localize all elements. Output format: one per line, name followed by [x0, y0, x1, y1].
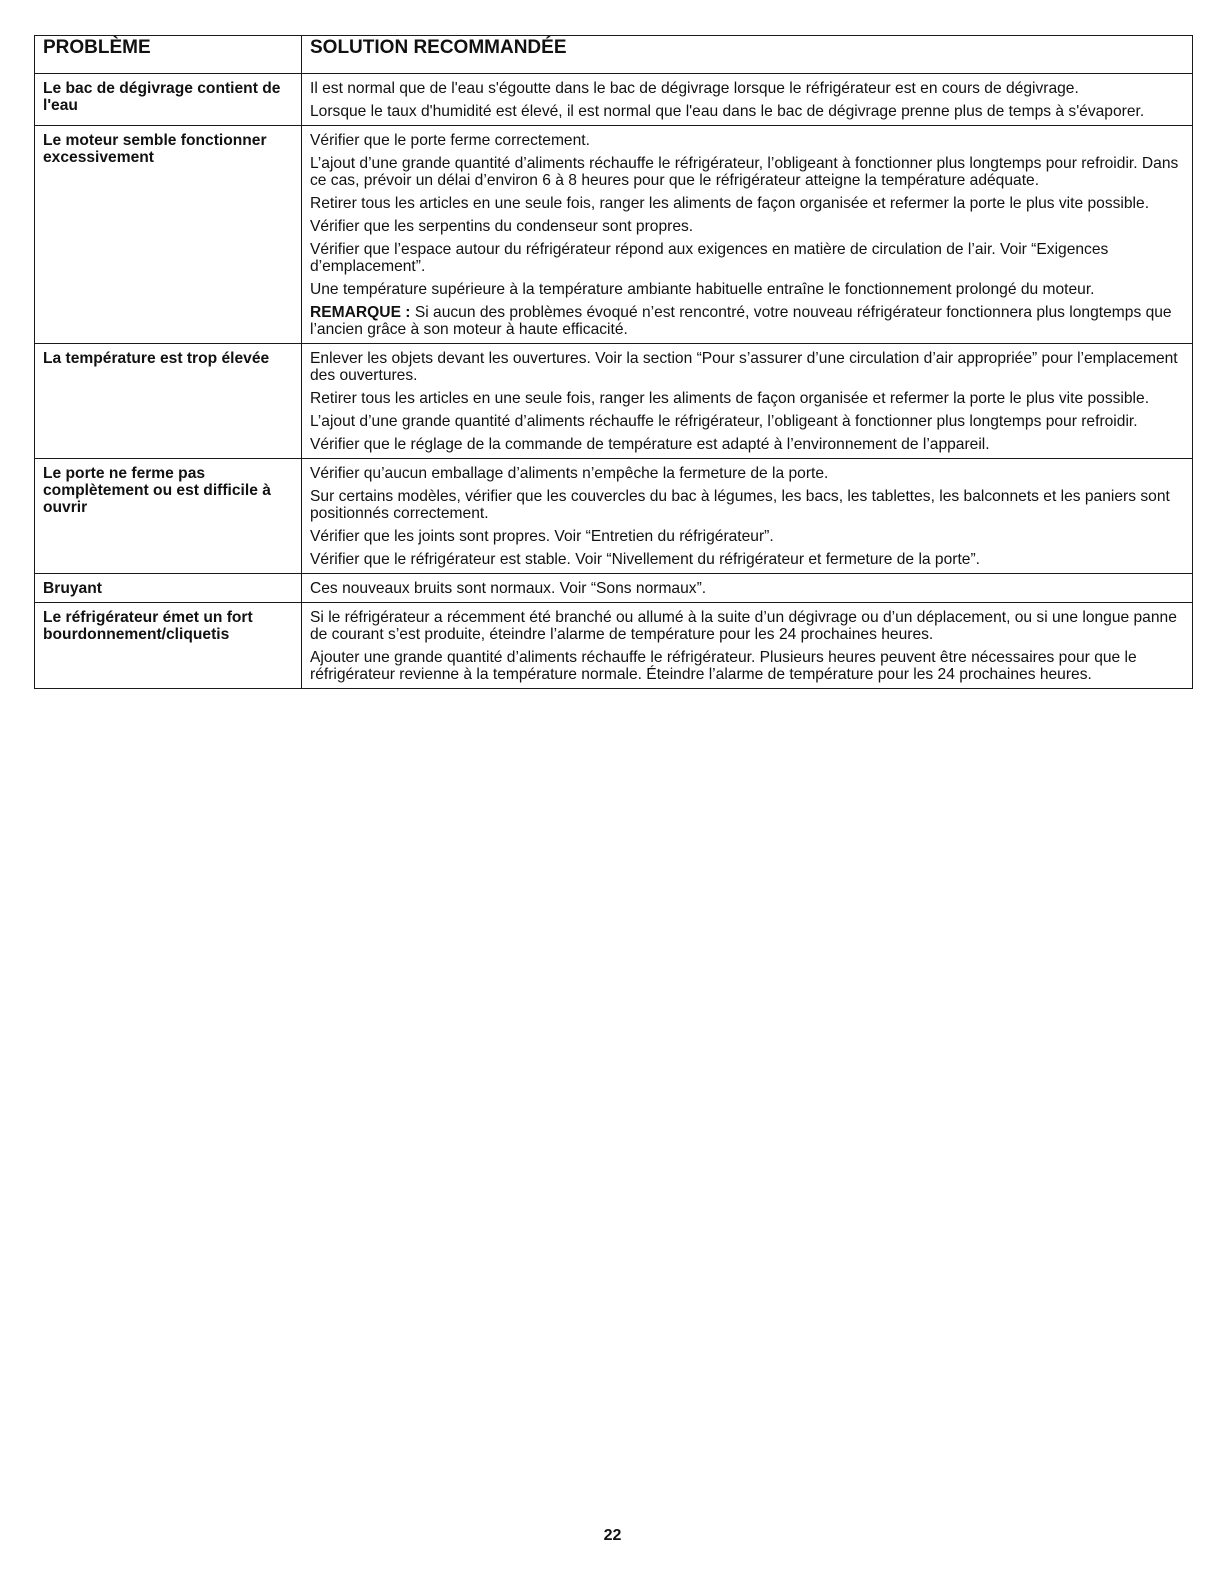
- solution-paragraph: [310, 649, 1184, 683]
- solution-paragraph: [310, 80, 1184, 97]
- solution-paragraph: [310, 465, 1184, 482]
- solution-paragraph: [310, 304, 1184, 338]
- solution-text: Retirer tous les articles en une seule fois, ranger les aliments de façon organisée et refermer la porte le plus vite possible.: [310, 390, 1150, 407]
- solution-paragraph: [310, 195, 1184, 212]
- problem-cell: La température est trop élevée: [35, 344, 302, 459]
- solution-paragraph: [310, 103, 1184, 120]
- solution-text: Vérifier que l’espace autour du réfrigérateur répond aux exigences en matière de circulation de l’air. Voir “Exigences d’emplacement”.: [310, 241, 1109, 275]
- table-row: [35, 126, 1193, 344]
- solution-text: Vérifier que le réfrigérateur est stable. Voir “Nivellement du réfrigérateur et fermeture de la porte”.: [310, 551, 980, 568]
- solution-text: Il est normal que de l'eau s'égoutte dans le bac de dégivrage lorsque le réfrigérateur est en cours de dégivrage.: [310, 80, 1079, 97]
- solution-paragraph: [310, 350, 1184, 384]
- solution-paragraph: [310, 436, 1184, 453]
- solution-paragraph: [310, 609, 1184, 643]
- table-row: [35, 574, 1193, 603]
- solution-text: L’ajout d’une grande quantité d’aliments réchauffe le réfrigérateur, l’obligeant à fonctionner plus longtemps pour refroidir. Dans ce cas, prévoir un délai d’environ 6 à 8 heures pour que le réfrigérateur atteigne la température adéquate.: [310, 155, 1179, 189]
- solution-text: Sur certains modèles, vérifier que les couvercles du bac à légumes, les bacs, les tablettes, les balconnets et les paniers sont positionnés correctement.: [310, 488, 1170, 522]
- solution-text: Retirer tous les articles en une seule fois, ranger les aliments de façon organisée et refermer la porte le plus vite possible.: [310, 195, 1150, 212]
- solution-cell: [302, 74, 1193, 126]
- solution-paragraph: [310, 218, 1184, 235]
- problem-cell: Le porte ne ferme pas complètement ou est difficile à ouvrir: [35, 459, 302, 574]
- problem-cell: Bruyant: [35, 574, 302, 603]
- solution-cell: [302, 603, 1193, 689]
- solution-paragraph: [310, 413, 1184, 430]
- solution-cell: [302, 344, 1193, 459]
- solution-text: Ajouter une grande quantité d’aliments réchauffe le réfrigérateur. Plusieurs heures peuvent être nécessaires pour que le réfrigérateur revienne à la température normale. Éteindre l’alarme de température pour les 24 prochaines heures.: [310, 649, 1137, 683]
- solution-paragraph: [310, 528, 1184, 545]
- note-label: REMARQUE :: [310, 304, 411, 321]
- table-header-row: [35, 36, 1193, 74]
- solution-text: Ces nouveaux bruits sont normaux. Voir “Sons normaux”.: [310, 580, 707, 597]
- solution-text: Lorsque le taux d'humidité est élevé, il est normal que l'eau dans le bac de dégivrage prenne plus de temps à s'évaporer.: [310, 103, 1145, 120]
- solution-text: Enlever les objets devant les ouvertures. Voir la section “Pour s’assurer d’une circulation d’air appropriée” pour l’emplacement des ouvertures.: [310, 350, 1178, 384]
- column-header-solution: SOLUTION RECOMMANDÉE: [302, 36, 1193, 74]
- problem-cell: Le moteur semble fonctionner excessivement: [35, 126, 302, 344]
- table-row: [35, 74, 1193, 126]
- solution-paragraph: [310, 580, 1184, 597]
- table-row: [35, 603, 1193, 689]
- solution-text: L’ajout d’une grande quantité d’aliments réchauffe le réfrigérateur, l’obligeant à fonctionner plus longtemps pour refroidir.: [310, 413, 1138, 430]
- problem-cell: Le bac de dégivrage contient de l'eau: [35, 74, 302, 126]
- solution-text: Vérifier que le porte ferme correctement.: [310, 132, 590, 149]
- solution-paragraph: [310, 488, 1184, 522]
- solution-text: Vérifier que les joints sont propres. Voir “Entretien du réfrigérateur”.: [310, 528, 774, 545]
- solution-paragraph: [310, 390, 1184, 407]
- solution-text: Vérifier que les serpentins du condenseur sont propres.: [310, 218, 694, 235]
- solution-text: Vérifier que le réglage de la commande de température est adapté à l’environnement de l’appareil.: [310, 436, 990, 453]
- troubleshooting-table: [34, 35, 1193, 689]
- solution-cell: [302, 459, 1193, 574]
- solution-cell: [302, 126, 1193, 344]
- table-body: [35, 74, 1193, 689]
- column-header-problem: PROBLÈME: [35, 36, 302, 74]
- solution-paragraph: [310, 155, 1184, 189]
- page-number: 22: [603, 1527, 622, 1544]
- solution-text: Une température supérieure à la température ambiante habituelle entraîne le fonctionnement prolongé du moteur.: [310, 281, 1095, 298]
- solution-paragraph: [310, 132, 1184, 149]
- table-row: [35, 459, 1193, 574]
- solution-text: Si aucun des problèmes évoqué n’est rencontré, votre nouveau réfrigérateur fonctionnera plus longtemps que l’ancien grâce à son moteur à haute efficacité.: [310, 304, 1172, 338]
- solution-paragraph: [310, 551, 1184, 568]
- problem-cell: Le réfrigérateur émet un fort bourdonnement/cliquetis: [35, 603, 302, 689]
- solution-text: Vérifier qu’aucun emballage d’aliments n’empêche la fermeture de la porte.: [310, 465, 829, 482]
- solution-text: Si le réfrigérateur a récemment été branché ou allumé à la suite d’un dégivrage ou d’un déplacement, ou si une longue panne de courant s’est produite, éteindre l’alarme de température pour les 24 prochaines heures.: [310, 609, 1177, 643]
- table-row: [35, 344, 1193, 459]
- solution-cell: [302, 574, 1193, 603]
- solution-paragraph: [310, 241, 1184, 275]
- solution-paragraph: [310, 281, 1184, 298]
